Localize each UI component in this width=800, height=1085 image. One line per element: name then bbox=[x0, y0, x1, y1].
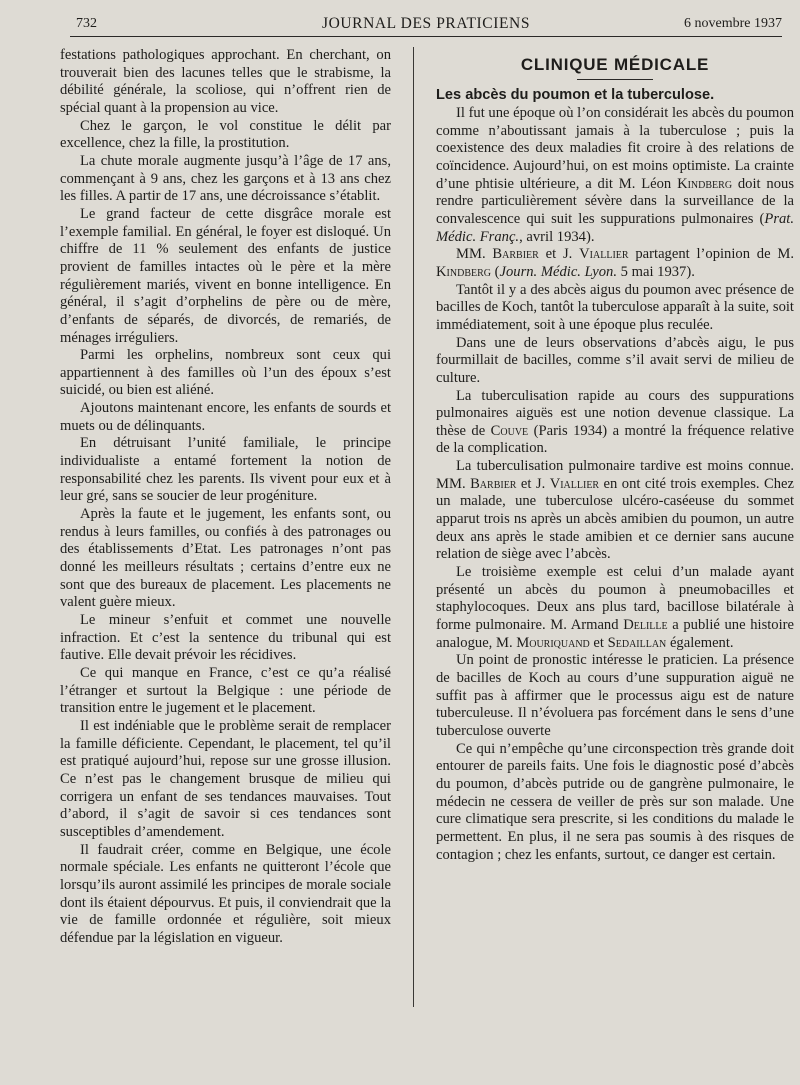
author-name: Barbier bbox=[492, 246, 539, 263]
paragraph: Ce qui manque en France, c’est ce qu’a réalisé l’étranger et surtout la Belgique : une période de transition entre le jugement et le placement. bbox=[60, 664, 391, 717]
text-run: également. bbox=[666, 634, 734, 651]
text-run: Le troisième exemple est celui d’un malade ayant présenté un abcès du poumon à pneumobacilles et staphylocoques. Deux ans plus tard, bacillose bilatérale à forme pulmonaire. M. Armand bbox=[436, 564, 794, 634]
citation: Prat. Médic. Franç. bbox=[436, 210, 794, 245]
author-name: Kindberg bbox=[436, 263, 491, 280]
text-run: en ont cité trois exemples. Chez un malade, une tuberculose ulcéro-caséeuse du sommet apparut trois ns après un abcès amibien du poumon, un autre deux ans après le stade amibien et ce dernier sans aucune relation de siège avec l’abcès. bbox=[436, 475, 794, 563]
paragraph bbox=[436, 458, 794, 564]
column-divider bbox=[413, 47, 414, 1007]
text-run: et bbox=[589, 634, 608, 651]
issue-date: 6 novembre 1937 bbox=[684, 16, 782, 31]
text-run: doit nous rendre particulièrement sévère dans la surveillance de la convalescence qui suit les suppurations pulmonaires ( bbox=[436, 175, 794, 227]
text-run: 5 mai 1937). bbox=[617, 263, 695, 280]
title-rule bbox=[577, 79, 653, 80]
paragraph: Un point de pronostic intéresse le praticien. La présence de bacilles de Koch au cours d’une suppuration aiguë ne suffit pas à affirmer que le processus aigu est de nature tuberculeuse. Il n’évoluera pas forcément dans le sens d’une tuberculose ouverte bbox=[436, 652, 794, 739]
page-header bbox=[70, 12, 782, 37]
citation: Journ. Médic. Lyon. bbox=[499, 263, 618, 280]
paragraph: Le mineur s’enfuit et commet une nouvelle infraction. Et c’est la sentence du tribunal qui est fautive. Elle devait prévoir les récidives. bbox=[60, 612, 391, 664]
author-name: Viallier bbox=[579, 246, 629, 263]
text-run: (Paris 1934) a montré la fréquence relative de la complication. bbox=[436, 422, 794, 457]
author-name: Couve bbox=[490, 422, 529, 439]
paragraph: Ce qui n’empêche qu’une circonspection très grande doit entourer de pareils faits. Une fois le diagnostic posé d’abcès du poumon, d’abcès putride ou de gangrène pulmonaire, le médecin ne cessera de veiller de près sur son malade. Une cure climatique sera prescrite, si les conditions du malade le permettent. En plus, il ne sera pas soumis à des risques de contagion ; chez les enfants, surtout, ce danger est certain. bbox=[436, 740, 794, 863]
author-name: Kindberg bbox=[677, 175, 733, 192]
author-name: Delille bbox=[623, 617, 668, 634]
text-run: MM. bbox=[456, 246, 493, 263]
paragraph: Ajoutons maintenant encore, les enfants de sourds et muets ou de délinquants. bbox=[60, 400, 391, 434]
text-run: et J. bbox=[516, 475, 550, 492]
page-number: 732 bbox=[76, 16, 97, 31]
paragraph: Tantôt il y a des abcès aigus du poumon avec présence de bacilles de Koch, tantôt la tuberculose apparaît à la suite, soit immédiatement, soit à une époque plus reculée. bbox=[436, 281, 794, 333]
author-name: Mouriquand bbox=[516, 634, 590, 651]
paragraph: En détruisant l’unité familiale, le principe individualiste a entamé fortement la notion de responsabilité chez les parents. Ils vivent pour eux et à leur gré, sans se soucier de leur progéniture. bbox=[60, 435, 391, 505]
paragraph: La chute morale augmente jusqu’à l’âge de 17 ans, commençant à 9 ans, chez les garçons et à 13 ans chez les filles. A partir de 17 ans, une décroissance s’établit. bbox=[60, 152, 391, 205]
paragraph: Il est indéniable que le problème serait de remplacer la famille déficiente. Cependant, le placement, tel qu’il est pratiqué aujourd’hui, repose sur une grosse illusion. Ce n’est pas le changement brusque de milieu qui corrigera un enfant de ses tendances mauvaises. Tout d’abord, il s’agit de savoir si ces tendances sont susceptibles d’amendement. bbox=[60, 717, 391, 840]
paragraph: Le grand facteur de cette disgrâce morale est l’exemple familial. En général, le foyer est disloqué. Un chiffre de 11 % seulement des enfants de justice provient de familles intactes où le père et la mère régulièrement mariés, vivent en bonne intelligence. En général, il s’agit d’orphelins de père ou de mère, d’enfants de séparés, de divorcés, de remariés, de ménages irréguliers. bbox=[60, 205, 391, 346]
paragraph bbox=[436, 564, 794, 652]
paragraph: Dans une de leurs observations d’abcès aigu, le pus fourmillait de bacilles, comme s’il avait servi de milieu de culture. bbox=[436, 334, 794, 386]
paragraph bbox=[436, 105, 794, 246]
author-name: Sedaillan bbox=[607, 634, 667, 651]
text-run: La tuberculisation rapide au cours des suppurations pulmonaires aiguës est une notion devenue classique. La thèse de bbox=[436, 387, 794, 439]
author-name: Barbier bbox=[470, 475, 517, 492]
section-title: CLINIQUE MÉDICALE bbox=[520, 55, 710, 74]
paragraph: festations pathologiques approchant. En cherchant, on trouverait bien des lacunes telles que le strabisme, la débilité générale, la scoliose, qui n’offrent rien de spécial quant à la propension au vice. bbox=[60, 47, 391, 116]
text-run: ( bbox=[490, 263, 500, 280]
text-run: , avril 1934). bbox=[519, 228, 595, 245]
text-run: Il fut une époque où l’on considérait les abcès du poumon comme n’aboutissant jamais à la tuberculose ; puis la coexistence des deux maladies fit croire à des relations de coïncidence. Aujourd’hui, on est moins optimiste. La crainte d’une phtisie ultérieure, a dit M. Léon bbox=[436, 105, 795, 192]
journal-title: JOURNAL DES PRATICIENS bbox=[321, 15, 531, 32]
paragraph: Il faudrait créer, comme en Belgique, une école normale spéciale. Les enfants ne quitteront l’école que lorsqu’ils auront assimilé les principes de morale sociale dont ils étaient dépourvus. Et puis, il conviendrait que la vie de famille ordonnée et régulière, soit mieux défendue par la législation en vigueur. bbox=[60, 841, 391, 946]
paragraph: Parmi les orphelins, nombreux sont ceux qui appartiennent à des familles où l’un des époux s’est suicidé, ou bien est aliéné. bbox=[60, 347, 391, 399]
author-name: Viallier bbox=[549, 475, 600, 492]
article-title: Les abcès du poumon et la tuberculose. bbox=[436, 87, 715, 103]
right-column bbox=[436, 47, 794, 864]
text-run: et J. bbox=[538, 246, 580, 263]
paragraph: Chez le garçon, le vol constitue le délit par excellence, chez la fille, la prostitution. bbox=[60, 117, 391, 152]
text-run: partagent l’opinion de M. bbox=[628, 246, 795, 263]
paragraph bbox=[436, 388, 794, 459]
text-run: La tuberculisation pulmonaire tardive est moins connue. MM. bbox=[436, 458, 794, 492]
paragraph bbox=[436, 246, 794, 281]
text-run: a publié une histoire analogue, M. bbox=[436, 617, 794, 651]
left-column bbox=[60, 47, 391, 947]
paragraph: Après la faute et le jugement, les enfants sont, ou rendus à leurs familles, ou confiés à des patronages ou des établissements d’Etat. Les patronages n’ont pas donné les meilleurs résultats ; certains d’entre eux ne sont que des bureaux de placement. Les placements ne valent guère mieux. bbox=[60, 506, 391, 611]
